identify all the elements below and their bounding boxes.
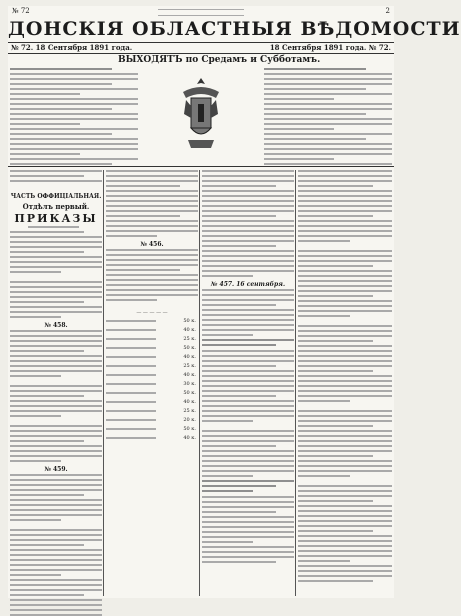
- price-row: [106, 398, 198, 406]
- price-row: [106, 416, 198, 424]
- price-row-item: [106, 428, 156, 430]
- price-row: [106, 326, 198, 334]
- price-row-item: [106, 419, 156, 421]
- price-row-item: [106, 329, 156, 331]
- price-amount: 50 к.: [183, 318, 196, 324]
- entry-date: 16 сентября.: [236, 281, 286, 288]
- price-row: [106, 371, 198, 379]
- price-amount: 25 к.: [183, 408, 196, 414]
- order-number: № 458.: [44, 322, 68, 329]
- price-row: [106, 434, 198, 442]
- price-row: [106, 335, 198, 343]
- price-row-item: [106, 356, 156, 358]
- entry-number: № 457.: [210, 281, 235, 288]
- price-table-subheading: — — — — —: [136, 310, 168, 316]
- order-number: № 456.: [140, 241, 164, 248]
- price-row: [106, 380, 198, 388]
- newspaper-page: [8, 6, 461, 598]
- running-header-left: № 72: [12, 7, 30, 15]
- price-amount: 25 к.: [183, 336, 196, 342]
- column-1: [10, 170, 102, 596]
- price-amount: 30 к.: [183, 381, 196, 387]
- price-amount: 20 к.: [183, 417, 196, 423]
- masthead-band: [8, 68, 394, 167]
- price-row: [106, 389, 198, 397]
- subscription-notice-block: [10, 68, 138, 164]
- price-row-item: [106, 383, 156, 385]
- price-row-item: [106, 392, 156, 394]
- price-row-item: [106, 338, 156, 340]
- price-row-item: [106, 374, 156, 376]
- column-4: [298, 170, 392, 596]
- order-number: № 459.: [44, 466, 68, 473]
- dateline-left: № 72. 18 Сентября 1891 года.: [11, 43, 133, 52]
- price-row: [106, 407, 198, 415]
- price-row: [106, 317, 198, 325]
- price-amount: 40 к.: [183, 435, 196, 441]
- entry-heading: [202, 280, 294, 289]
- bold-notice-heading: [202, 339, 294, 346]
- dateline: [8, 42, 394, 54]
- price-table: [106, 317, 198, 442]
- price-row-item: [106, 320, 156, 322]
- price-row-item: [106, 347, 156, 349]
- masthead-subtitle: ВЫХОДЯТЪ по Средамъ и Субботамъ.: [118, 55, 321, 65]
- price-row: [106, 353, 198, 361]
- bold-notice-heading: [202, 480, 294, 492]
- column-rule: [103, 170, 104, 596]
- price-row-item: [106, 401, 156, 403]
- section-heading-department: Отдѣлъ первый.: [22, 202, 90, 211]
- price-amount: 40 к.: [183, 327, 196, 333]
- price-amount: 50 к.: [183, 390, 196, 396]
- price-amount: 40 к.: [183, 354, 196, 360]
- price-amount: 50 к.: [183, 426, 196, 432]
- price-row-item: [106, 410, 156, 412]
- section-heading-official: ЧАСТЬ ОФФИЦІАЛЬНАЯ.: [10, 193, 102, 200]
- price-amount: 40 к.: [183, 399, 196, 405]
- column-rule: [295, 170, 296, 596]
- price-row: [106, 362, 198, 370]
- masthead-title: ДОНСКІЯ ОБЛАСТНЫЯ ВѢДОМОСТИ: [8, 18, 461, 40]
- column-3: [202, 170, 294, 596]
- dateline-right: 18 Сентября 1891 года. № 72.: [269, 43, 391, 52]
- column-rule: [199, 170, 200, 596]
- price-row-item: [106, 437, 156, 439]
- running-header-right: 2: [385, 7, 390, 15]
- price-amount: 40 к.: [183, 372, 196, 378]
- running-header: [8, 7, 394, 16]
- price-row-item: [106, 365, 156, 367]
- coat-of-arms-icon: [178, 74, 224, 154]
- price-amount: 50 к.: [183, 345, 196, 351]
- price-row: [106, 425, 198, 433]
- price-amount: 25 к.: [183, 363, 196, 369]
- section-heading-orders: ПРИКАЗЫ: [14, 212, 98, 225]
- column-2: [106, 170, 198, 596]
- price-row: [106, 344, 198, 352]
- advertisement-rates-block: [264, 68, 392, 164]
- running-header-stamp: [158, 9, 244, 16]
